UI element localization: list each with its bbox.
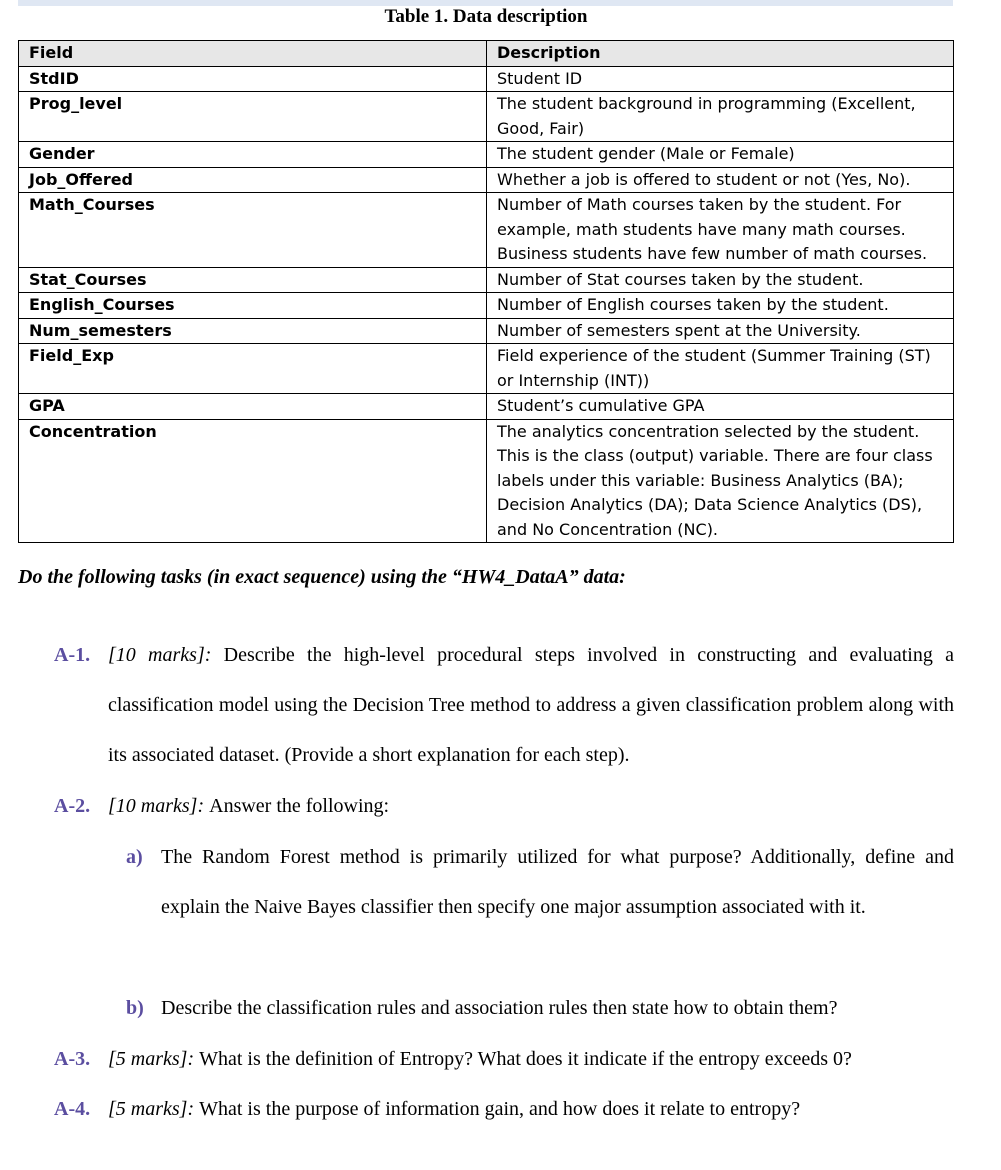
subquestion-a [126,832,956,982]
question-marks: [10 marks]: [108,795,210,817]
table-caption: Table 1. Data description [384,6,588,27]
field-cell: Math_Courses [19,193,487,268]
table-row [19,318,954,344]
description-cell: The analytics concentration selected by the student. This is the class (output) variable. There are four class labels under this variable: Business Analytics (BA); Decision Analytics (DA); Data Science Analytics (DS), and No Concentration (NC). [487,419,954,543]
data-description-table [18,40,954,543]
field-cell: GPA [19,394,487,420]
task-instructions: Do the following tasks (in exact sequence) using the “HW4_DataA” data: [18,566,626,588]
description-cell: Number of Math courses taken by the student. For example, math students have many math courses. Business students have few number of math courses. [487,193,954,268]
table-row [19,293,954,319]
question-a3 [54,1034,956,1084]
field-cell: English_Courses [19,293,487,319]
description-cell: Whether a job is offered to student or not (Yes, No). [487,167,954,193]
question-a2 [54,781,956,831]
subquestion-label: a) [126,846,143,868]
field-cell: Stat_Courses [19,267,487,293]
header-field: Field [19,41,487,67]
question-marks: [5 marks]: [108,1098,200,1120]
description-cell: Number of English courses taken by the student. [487,293,954,319]
description-cell: The student background in programming (Excellent, Good, Fair) [487,92,954,142]
subquestion-text: The Random Forest method is primarily utilized for what purpose? Additionally, define and explain the Naive Bayes classifier then specify one major assumption associated with it. [161,846,954,918]
table-row [19,344,954,394]
table-row [19,142,954,168]
question-marks: [10 marks]: [108,644,224,666]
description-cell: Number of Stat courses taken by the student. [487,267,954,293]
table-row [19,267,954,293]
field-cell: Concentration [19,419,487,543]
subquestion-text: Describe the classification rules and association rules then state how to obtain them? [161,997,838,1019]
table-header-row [19,41,954,67]
header-description: Description [487,41,954,67]
description-cell: Number of semesters spent at the University. [487,318,954,344]
field-cell: Num_semesters [19,318,487,344]
question-text: Answer the following: [209,795,390,817]
field-cell: StdID [19,66,487,92]
table-row [19,66,954,92]
description-cell: Student ID [487,66,954,92]
question-marks: [5 marks]: [108,1048,200,1070]
field-cell: Field_Exp [19,344,487,394]
table-row [19,394,954,420]
table-row [19,193,954,268]
question-a4 [54,1084,956,1134]
table-row [19,167,954,193]
field-cell: Prog_level [19,92,487,142]
question-number: A-2. [54,795,91,817]
description-cell: Student’s cumulative GPA [487,394,954,420]
description-cell: The student gender (Male or Female) [487,142,954,168]
field-cell: Job_Offered [19,167,487,193]
question-text: What is the purpose of information gain, and how does it relate to entropy? [199,1098,801,1120]
field-cell: Gender [19,142,487,168]
question-text: What is the definition of Entropy? What does it indicate if the entropy exceeds 0? [199,1048,852,1070]
question-number: A-3. [54,1048,91,1070]
question-number: A-1. [54,644,91,666]
description-cell: Field experience of the student (Summer Training (ST) or Internship (INT)) [487,344,954,394]
subquestion-b [126,983,956,1033]
question-a1 [54,630,956,780]
table-row [19,92,954,142]
question-text: Describe the high-level procedural steps involved in constructing and evaluating a classification model using the Decision Tree method to address a given classification problem along with its associated dataset. (Provide a short explanation for each step). [108,644,954,766]
question-number: A-4. [54,1098,91,1120]
table-row [19,419,954,543]
subquestion-label: b) [126,997,144,1019]
